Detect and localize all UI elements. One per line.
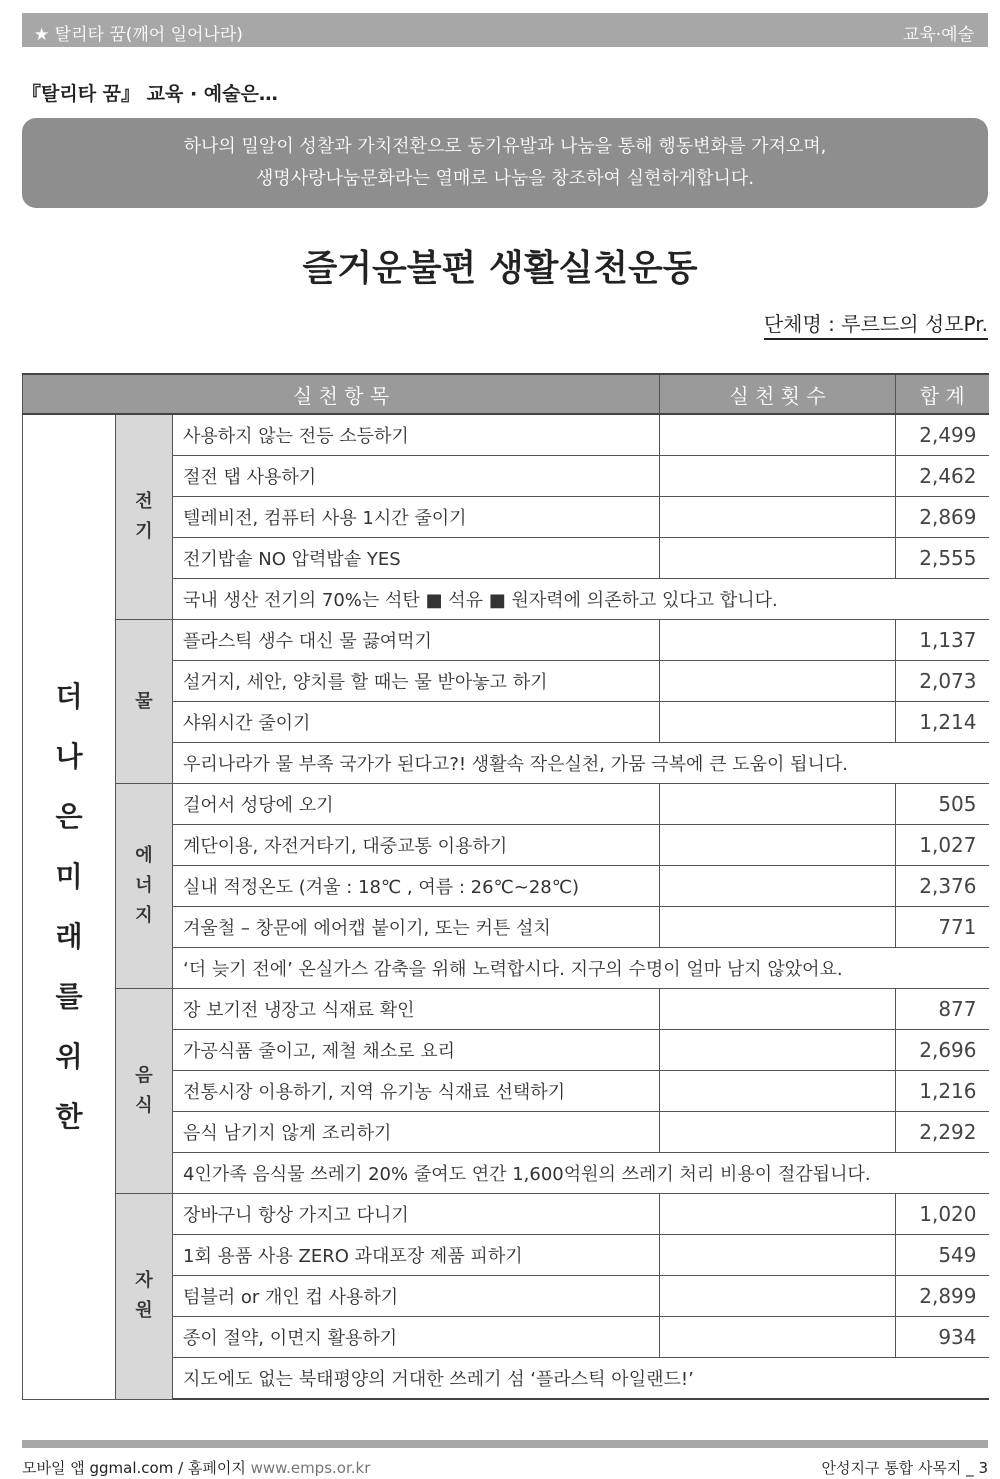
category-note: ‘더 늦기 전에’ 온실가스 감축을 위해 노력합시다. 지구의 수명이 얼마 남지 않았어요. <box>173 948 989 989</box>
practice-total: 2,292 <box>896 1112 989 1153</box>
practice-total: 2,376 <box>896 866 989 907</box>
slogan-char: 래 <box>55 919 83 953</box>
category-label <box>116 784 173 989</box>
practice-total: 771 <box>896 907 989 948</box>
practice-item: 플라스틱 생수 대신 물 끓여먹기 <box>173 620 660 661</box>
practice-item: 겨울철 – 창문에 에어캡 붙이기, 또는 커튼 설치 <box>173 907 660 948</box>
slogan-char: 위 <box>55 1039 83 1073</box>
table-row <box>23 784 989 825</box>
practice-count-cell <box>660 702 896 743</box>
practice-total: 2,499 <box>896 414 989 456</box>
practice-item: 설거지, 세안, 양치를 할 때는 물 받아놓고 하기 <box>173 661 660 702</box>
table-row <box>23 620 989 661</box>
category-label <box>116 620 173 784</box>
slogan-char: 한 <box>55 1099 83 1133</box>
slogan-char: 나 <box>55 739 83 773</box>
practice-total: 2,555 <box>896 538 989 579</box>
practice-total: 1,214 <box>896 702 989 743</box>
footer-homepage-link[interactable]: www.emps.or.kr <box>250 1459 371 1477</box>
practice-count-cell <box>660 1235 896 1276</box>
practice-total: 2,462 <box>896 456 989 497</box>
practice-item: 종이 절약, 이면지 활용하기 <box>173 1317 660 1358</box>
practice-item: 장바구니 항상 가지고 다니기 <box>173 1194 660 1235</box>
practice-count-cell <box>660 825 896 866</box>
footer-app-text: 모바일 앱 ggmal.com / 홈페이지 <box>22 1459 251 1477</box>
header-practice-count: 실 천 횟 수 <box>660 374 896 414</box>
category-char: 지 <box>135 905 153 926</box>
category-note: 우리나라가 물 부족 국가가 된다고?! 생활속 작은실천, 가뭄 극복에 큰 도움이 됩니다. <box>173 743 989 784</box>
page-title: 즐거운불편 생활실천운동 <box>302 248 698 289</box>
practice-count-cell <box>660 989 896 1030</box>
organization-name: 단체명 : 루르드의 성모Pr. <box>764 308 988 340</box>
practice-count-cell <box>660 1030 896 1071</box>
practice-item: 텔레비전, 컴퓨터 사용 1시간 줄이기 <box>173 497 660 538</box>
practice-item: 텀블러 or 개인 컵 사용하기 <box>173 1276 660 1317</box>
practice-count-cell <box>660 784 896 825</box>
category-char: 자 <box>135 1270 153 1292</box>
practice-total: 1,020 <box>896 1194 989 1235</box>
practice-item: 샤워시간 줄이기 <box>173 702 660 743</box>
practice-item: 실내 적정온도 (겨울 : 18℃ , 여름 : 26℃~28℃) <box>173 866 660 907</box>
slogan-char: 은 <box>55 799 83 833</box>
header-section-label: 교육·예술 <box>902 25 974 45</box>
intro-box <box>22 118 988 208</box>
practice-count-cell <box>660 1194 896 1235</box>
table-header-row <box>23 374 989 414</box>
practice-count-cell <box>660 620 896 661</box>
table-row <box>23 989 989 1030</box>
practice-count-cell <box>660 456 896 497</box>
category-char: 너 <box>135 875 153 896</box>
category-char: 물 <box>135 690 153 712</box>
practice-item: 장 보기전 냉장고 식재료 확인 <box>173 989 660 1030</box>
category-label <box>116 989 173 1194</box>
category-char: 에 <box>135 845 153 866</box>
practice-item: 전통시장 이용하기, 지역 유기농 식재료 선택하기 <box>173 1071 660 1112</box>
practice-count-cell <box>660 1276 896 1317</box>
footer-contact <box>22 1457 370 1478</box>
slogan-char: 를 <box>55 979 83 1013</box>
practice-table <box>22 373 989 1400</box>
practice-total: 1,027 <box>896 825 989 866</box>
category-char: 식 <box>135 1095 153 1116</box>
category-char: 원 <box>135 1300 153 1322</box>
practice-total: 877 <box>896 989 989 1030</box>
category-label <box>116 414 173 620</box>
practice-item: 음식 남기지 않게 조리하기 <box>173 1112 660 1153</box>
practice-count-cell <box>660 1071 896 1112</box>
practice-count-cell <box>660 414 896 456</box>
table-row <box>23 414 989 456</box>
slogan-char: 미 <box>55 859 83 893</box>
practice-total: 2,869 <box>896 497 989 538</box>
practice-total: 2,073 <box>896 661 989 702</box>
category-note: 지도에도 없는 북태평양의 거대한 쓰레기 섬 ‘플라스틱 아일랜드!’ <box>173 1358 989 1400</box>
category-note: 4인가족 음식물 쓰레기 20% 줄여도 연간 1,600억원의 쓰레기 처리 비용이 절감됩니다. <box>173 1153 989 1194</box>
practice-item: 가공식품 줄이고, 제철 채소로 요리 <box>173 1030 660 1071</box>
intro-line-2: 생명사랑나눔문화라는 열매로 나눔을 창조하여 실현하게합니다. <box>255 168 755 189</box>
category-char: 음 <box>135 1065 153 1086</box>
header-left-title: ★ 탈리타 꿈(깨어 일어나라) <box>34 25 243 45</box>
intro-title: 『탈리타 꿈』 교육 · 예술은… <box>22 83 278 105</box>
table-row <box>23 1194 989 1235</box>
practice-total: 2,696 <box>896 1030 989 1071</box>
footer-bar <box>22 1440 988 1448</box>
practice-total: 934 <box>896 1317 989 1358</box>
practice-item: 전기밥솥 NO 압력밥솥 YES <box>173 538 660 579</box>
practice-item: 절전 탭 사용하기 <box>173 456 660 497</box>
practice-item: 사용하지 않는 전등 소등하기 <box>173 414 660 456</box>
practice-count-cell <box>660 866 896 907</box>
header-bar <box>22 13 988 47</box>
vertical-slogan <box>23 414 116 1399</box>
slogan-char: 더 <box>55 679 83 713</box>
category-note: 국내 생산 전기의 70%는 석탄 ■ 석유 ■ 원자력에 의존하고 있다고 합니다. <box>173 579 989 620</box>
practice-total: 2,899 <box>896 1276 989 1317</box>
practice-count-cell <box>660 907 896 948</box>
practice-count-cell <box>660 1112 896 1153</box>
practice-total: 549 <box>896 1235 989 1276</box>
practice-count-cell <box>660 1317 896 1358</box>
practice-count-cell <box>660 661 896 702</box>
header-practice-item: 실 천 항 목 <box>23 374 660 414</box>
practice-total: 1,137 <box>896 620 989 661</box>
practice-item: 걸어서 성당에 오기 <box>173 784 660 825</box>
practice-total: 505 <box>896 784 989 825</box>
category-label <box>116 1194 173 1400</box>
header-total: 합 계 <box>896 374 989 414</box>
category-char: 기 <box>135 521 153 542</box>
practice-total: 1,216 <box>896 1071 989 1112</box>
practice-item: 1회 용품 사용 ZERO 과대포장 제품 피하기 <box>173 1235 660 1276</box>
footer-page-label: 안성지구 통합 사목지 _ 3 <box>821 1459 988 1477</box>
practice-item: 계단이용, 자전거타기, 대중교통 이용하기 <box>173 825 660 866</box>
practice-count-cell <box>660 497 896 538</box>
intro-line-1: 하나의 밀알이 성찰과 가치전환으로 동기유발과 나눔을 통해 행동변화를 가져오며, <box>183 136 827 157</box>
practice-count-cell <box>660 538 896 579</box>
category-char: 전 <box>135 491 153 512</box>
